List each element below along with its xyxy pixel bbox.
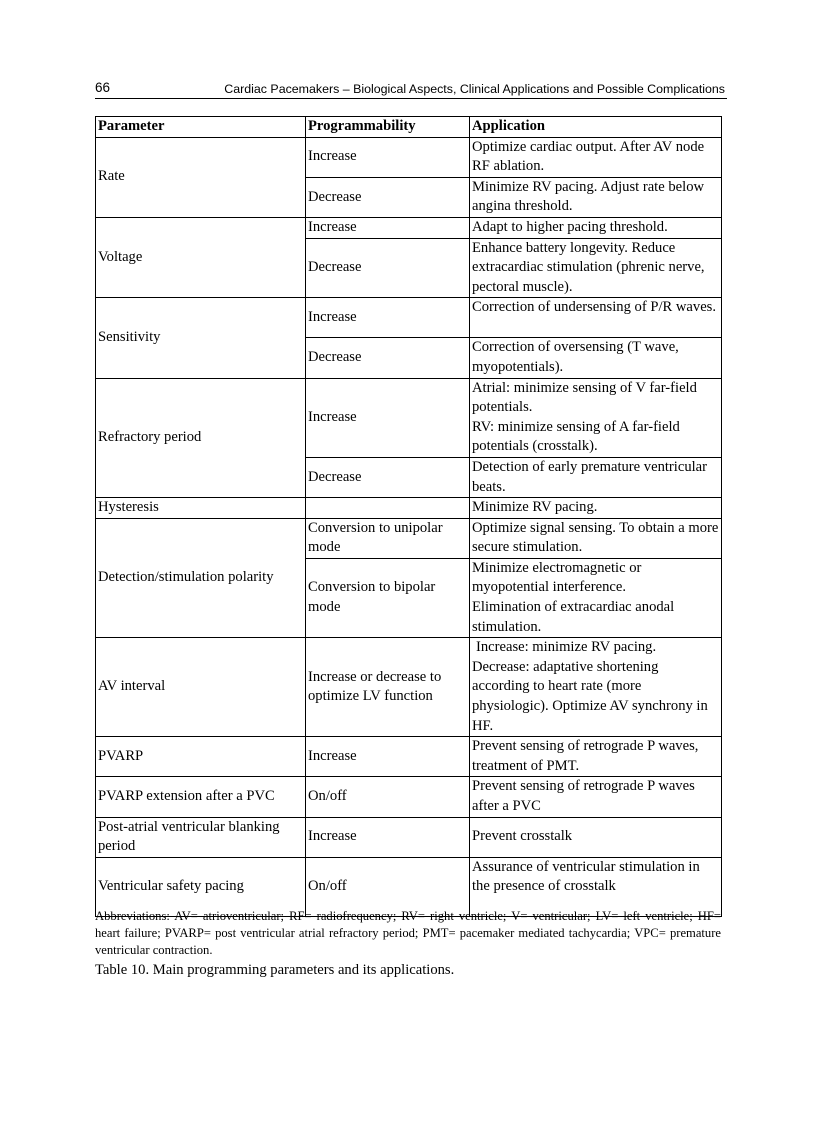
programmability-cell: On/off	[306, 777, 470, 817]
programmability-cell: Conversion to unipolar mode	[306, 518, 470, 558]
programmability-cell: Increase	[306, 137, 470, 177]
programmability-cell: Increase	[306, 217, 470, 238]
programmability-cell: Decrease	[306, 177, 470, 217]
application-cell: Detection of early premature ventricular beats.	[470, 457, 722, 497]
parameter-cell: Voltage	[96, 217, 306, 297]
application-cell	[470, 638, 722, 737]
table-header-row	[96, 117, 722, 138]
application-cell: Prevent crosstalk	[470, 817, 722, 857]
parameter-cell: Detection/stimulation polarity	[96, 518, 306, 638]
parameter-cell: Refractory period	[96, 378, 306, 498]
programmability-cell: Increase or decrease to optimize LV function	[306, 638, 470, 737]
programmability-cell: Decrease	[306, 457, 470, 497]
running-title: Cardiac Pacemakers – Biological Aspects, Clinical Applications and Possible Complications	[224, 82, 725, 96]
table-row	[96, 777, 722, 817]
application-cell: Enhance battery longevity. Reduce extracardiac stimulation (phrenic nerve, pectoral muscle).	[470, 238, 722, 298]
parameter-cell: Sensitivity	[96, 298, 306, 378]
programmability-cell	[306, 498, 470, 519]
table-row	[96, 298, 722, 338]
table-row	[96, 137, 722, 177]
programmability-cell: Increase	[306, 817, 470, 857]
parameter-cell: Post-atrial ventricular blanking period	[96, 817, 306, 857]
application-cell: Adapt to higher pacing threshold.	[470, 217, 722, 238]
programmability-cell: Conversion to bipolar mode	[306, 558, 470, 637]
application-line: Increase: minimize RV pacing.	[476, 639, 657, 656]
application-cell: Correction of oversensing (T wave, myopotentials).	[470, 338, 722, 378]
application-cell	[470, 378, 722, 457]
table-row	[96, 498, 722, 519]
parameter-cell: Ventricular safety pacing	[96, 857, 306, 916]
table-caption: Table 10. Main programming parameters and its applications.	[95, 962, 455, 978]
column-header: Parameter	[96, 117, 306, 138]
programmability-cell: Decrease	[306, 338, 470, 378]
parameter-cell: Rate	[96, 137, 306, 217]
programmability-cell: Increase	[306, 378, 470, 457]
programming-parameters-table	[95, 116, 722, 917]
table-row	[96, 217, 722, 238]
programmability-cell: Decrease	[306, 238, 470, 298]
parameter-cell: AV interval	[96, 638, 306, 737]
programmability-cell: Increase	[306, 298, 470, 338]
table-row	[96, 638, 722, 737]
programmability-cell: Increase	[306, 737, 470, 777]
application-cell: Optimize cardiac output. After AV node RF ablation.	[470, 137, 722, 177]
application-line: RV: minimize sensing of A far-field potentials (crosstalk).	[472, 418, 680, 455]
application-cell: Prevent sensing of retrograde P waves after a PVC	[470, 777, 722, 817]
parameter-cell: Hysteresis	[96, 498, 306, 519]
parameter-cell: PVARP	[96, 737, 306, 777]
application-line: Elimination of extracardiac anodal stimulation.	[472, 599, 675, 635]
column-header: Application	[470, 117, 722, 138]
table-row	[96, 737, 722, 777]
table-row	[96, 518, 722, 558]
application-cell	[470, 558, 722, 637]
page-number: 66	[95, 80, 111, 95]
page-header	[95, 80, 727, 99]
application-cell: Correction of undersensing of P/R waves.	[470, 298, 722, 338]
application-cell: Prevent sensing of retrograde P waves, treatment of PMT.	[470, 737, 722, 777]
application-line: Decrease: adaptative shortening according to heart rate (more physiologic). Optimize AV synchrony in HF.	[472, 658, 708, 734]
application-cell: Minimize RV pacing.	[470, 498, 722, 519]
application-cell: Optimize signal sensing. To obtain a more secure stimulation.	[470, 518, 722, 558]
programmability-cell: On/off	[306, 857, 470, 916]
abbreviations-note: Abbreviations: AV= atrioventricular; RF= radiofrequency; RV= right ventricle; V= ventricular; LV= left ventricle; HF= heart failure; PVARP= post ventricular atrial refractory period; PMT= pacemaker mediated tachycardia; VPC= premature ventricular contraction.	[95, 909, 721, 957]
application-cell: Minimize RV pacing. Adjust rate below angina threshold.	[470, 177, 722, 217]
application-cell: Assurance of ventricular stimulation in the presence of crosstalk	[470, 857, 722, 916]
application-line: Atrial: minimize sensing of V far-field potentials.	[472, 379, 697, 416]
table-row	[96, 378, 722, 457]
column-header: Programmability	[306, 117, 470, 138]
table-row	[96, 817, 722, 857]
parameter-cell: PVARP extension after a PVC	[96, 777, 306, 817]
application-line: Minimize electromagnetic or myopotential interference.	[472, 559, 642, 596]
